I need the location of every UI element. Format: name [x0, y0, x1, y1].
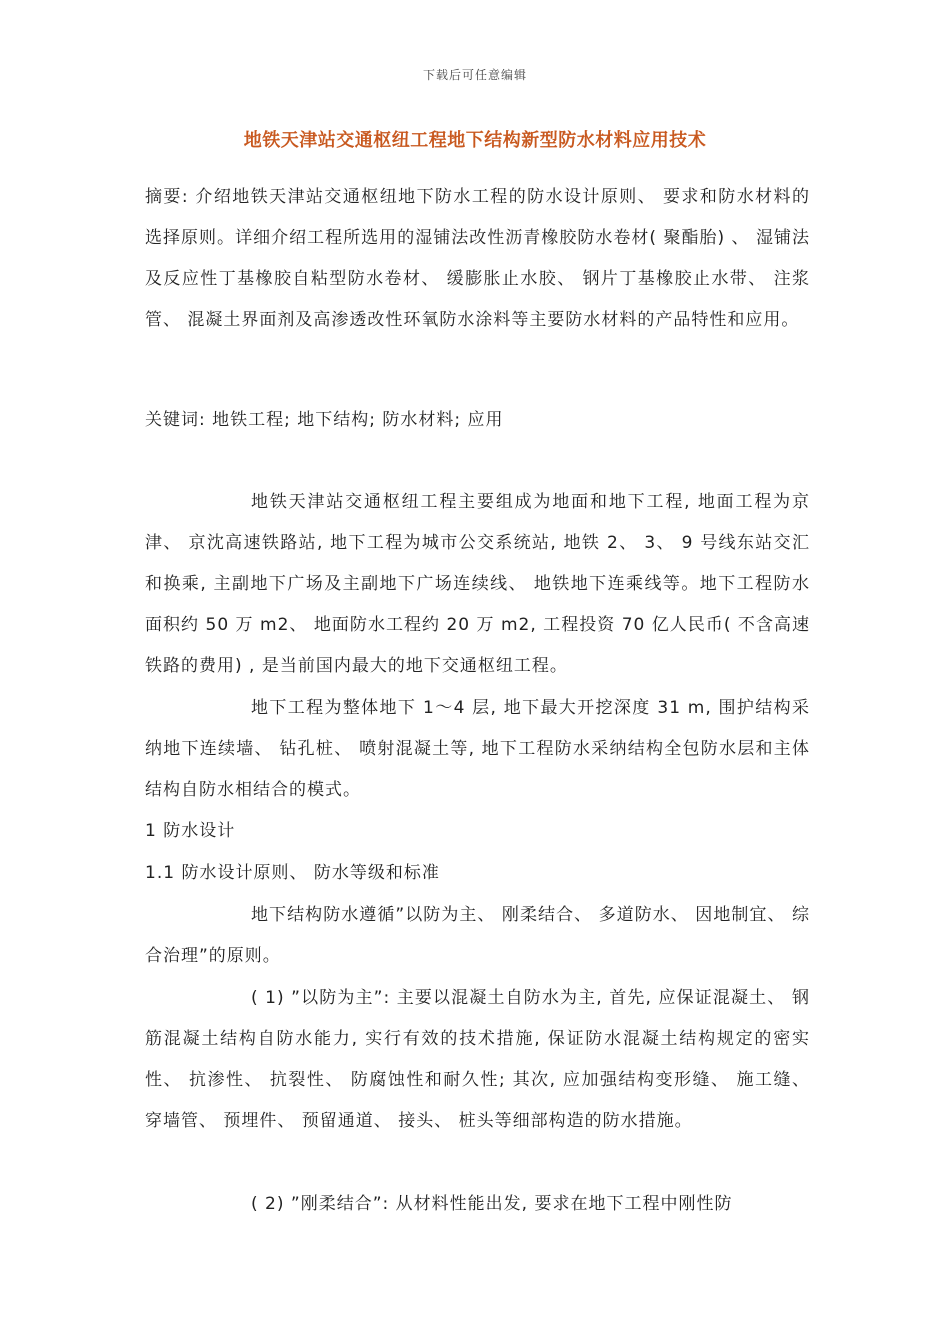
document-title: 地铁天津站交通枢纽工程地下结构新型防水材料应用技术 — [243, 130, 707, 151]
abstract-text: 摘要: 介绍地铁天津站交通枢纽地下防水工程的防水设计原则、 要求和防水材料的选择原则。详细介绍工程所选用的湿铺法改性沥青橡胶防水卷材( 聚酯胎) 、 湿铺法及反应性丁基橡胶自粘型防水卷材、 缓膨胀止水胶、 钢片丁基橡胶止水带、 注浆管、 混凝土界面剂及高渗透改性环氧防水涂料等主要防水材料的产品特性和应用。 — [145, 187, 810, 330]
section-heading-1-1 — [145, 853, 810, 894]
paragraph-1-text: 地铁天津站交通枢纽工程主要组成为地面和地下工程, 地面工程为京津、 京沈高速铁路站, 地下工程为城市公交系统站, 地铁 2、 3、 9 号线东站交汇和换乘, 主副地下广场及主副地下广场连续线、 地铁地下连乘线等。地下工程防水面积约 50 万 m2、 地面防水工程约 20 万 m2, 工程投资 70 亿人民币( 不含高速铁路的费用) , 是当前国内最大的地下交通枢纽工程。 — [145, 492, 810, 676]
body-paragraph-2 — [145, 688, 810, 811]
paragraph-5-text: ( 2) ”刚柔结合”: 从材料性能出发, 要求在地下工程中刚性防 — [251, 1194, 733, 1214]
section-heading-1 — [145, 811, 810, 852]
paragraph-3-text: 地下结构防水遵循”以防为主、 刚柔结合、 多道防水、 因地制宜、 综合治理”的原则。 — [145, 905, 810, 966]
body-paragraph-4 — [145, 978, 810, 1142]
body-paragraph-5 — [145, 1184, 810, 1225]
section-1-1-text: 1.1 防水设计原则、 防水等级和标准 — [145, 863, 440, 883]
paragraph-2-text: 地下工程为整体地下 1～4 层, 地下最大开挖深度 31 m, 围护结构采纳地下连续墙、 钻孔桩、 喷射混凝土等, 地下工程防水采纳结构全包防水层和主体结构自防水相结合的模式。 — [145, 698, 810, 800]
keywords-line — [145, 400, 810, 441]
header-note: 下载后可任意编辑 — [422, 68, 527, 82]
abstract-paragraph — [145, 177, 810, 341]
paragraph-4-text: ( 1) ”以防为主”: 主要以混凝土自防水为主, 首先, 应保证混凝土、 钢筋混凝土结构自防水能力, 实行有效的技术措施, 保证防水混凝土结构规定的密实性、 抗渗性、 抗裂性、 防腐蚀性和耐久性; 其次, 应加强结构变形缝、 施工缝、 穿墙管、 预埋件、 预留通道、 接头、 桩头等细部构造的防水措施。 — [145, 988, 810, 1131]
body-paragraph-3 — [145, 895, 810, 977]
body-paragraph-1 — [145, 482, 810, 687]
keywords-text: 关键词: 地铁工程; 地下结构; 防水材料; 应用 — [145, 410, 504, 430]
section-1-text: 1 防水设计 — [145, 821, 236, 841]
